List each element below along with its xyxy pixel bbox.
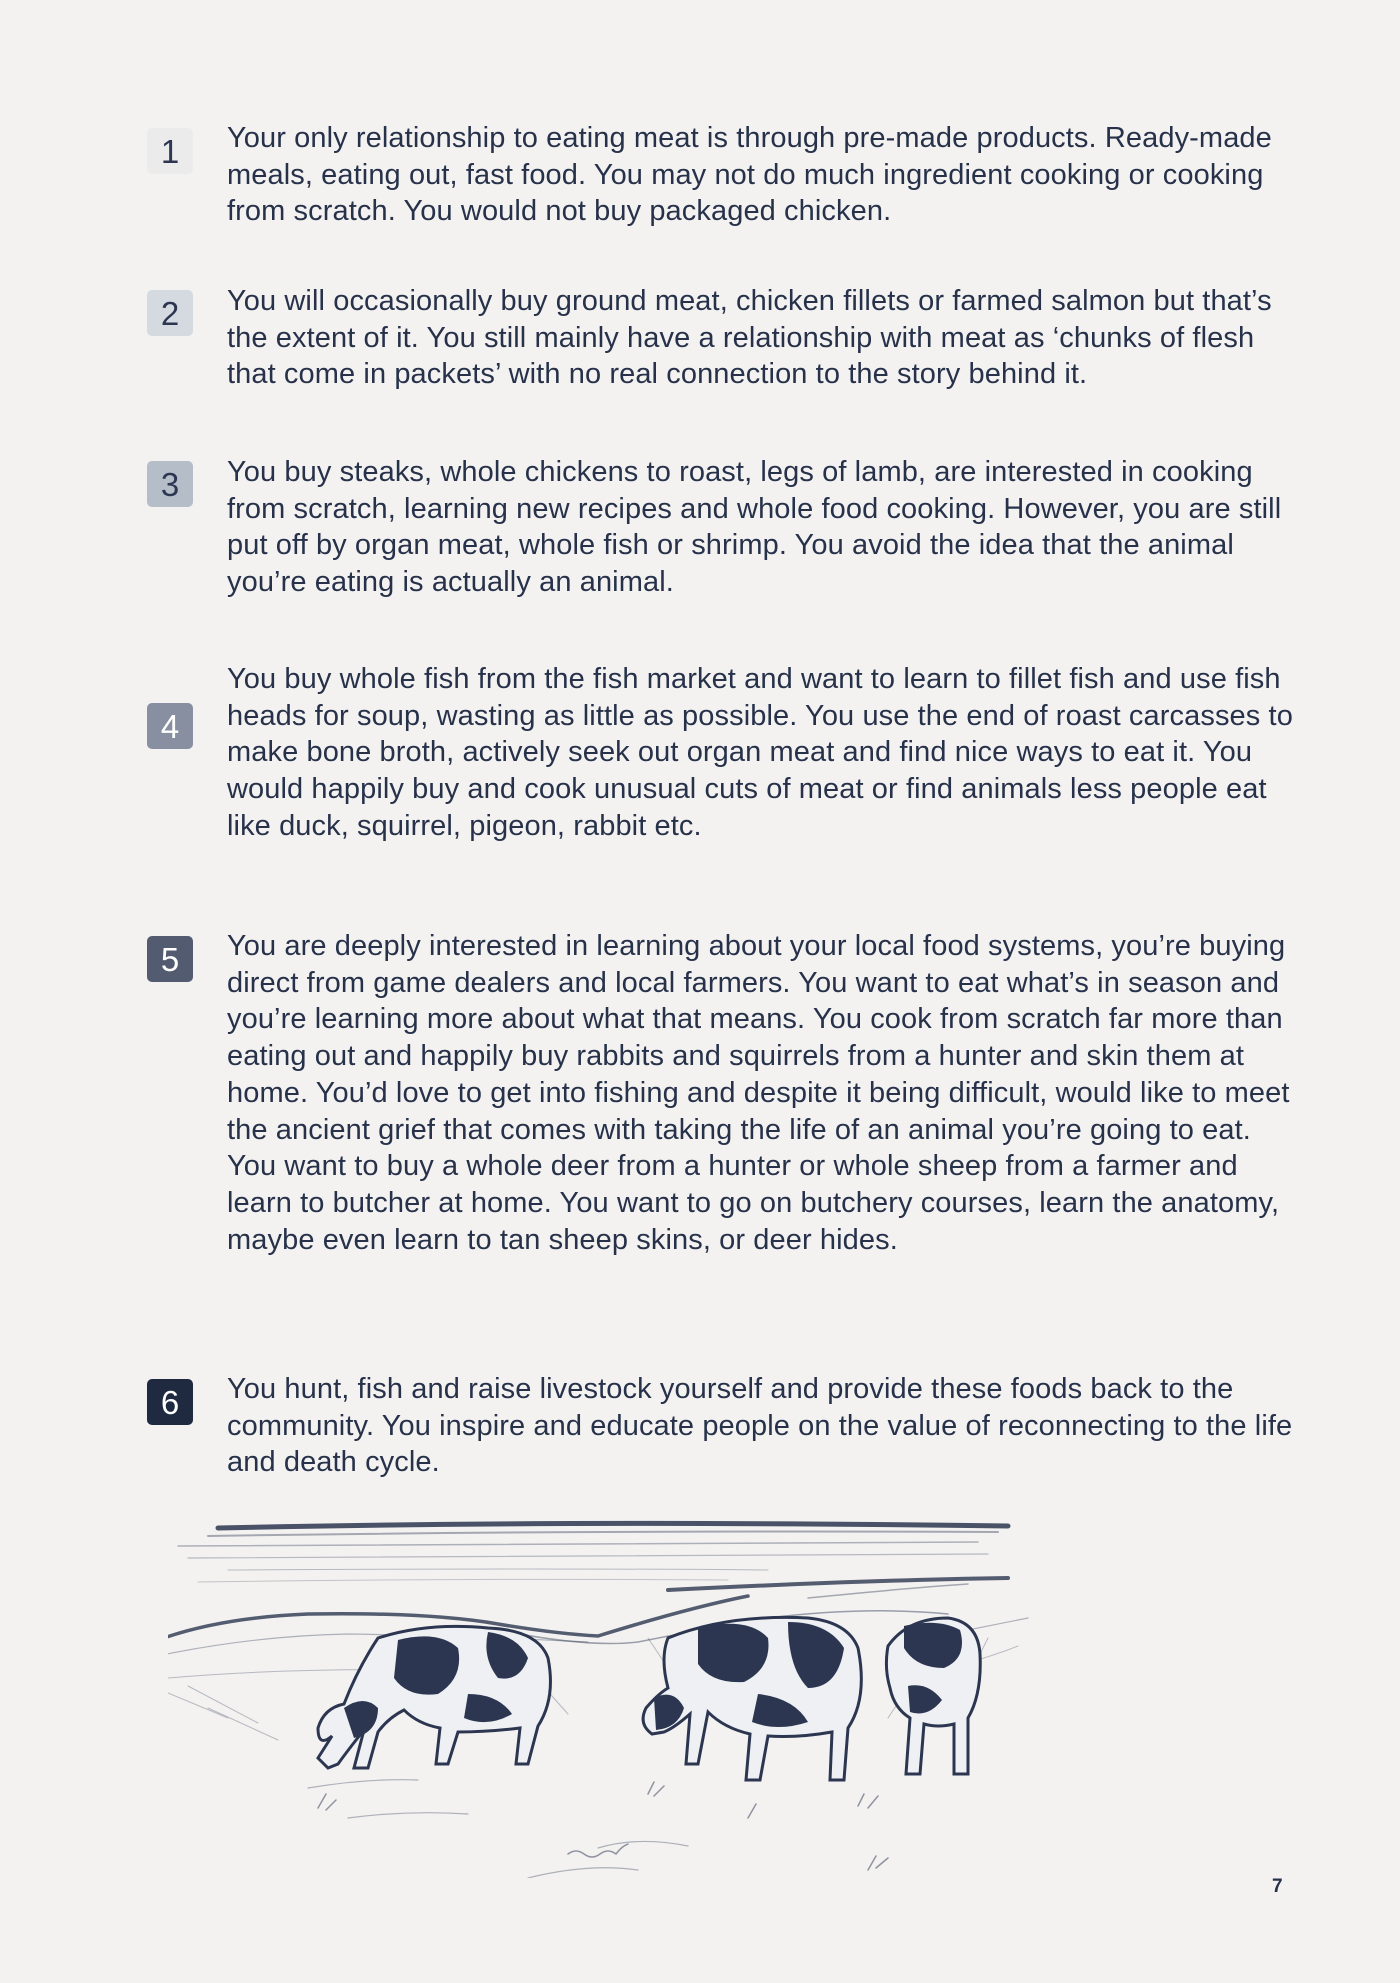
level-4 (147, 663, 1307, 893)
level-badge: 4 (147, 703, 193, 749)
level-badge: 2 (147, 290, 193, 336)
level-description: You are deeply interested in learning about your local food systems, you’re buying direct from game dealers and local farmers. You want to eat what’s in season and you’re learning more about what that means. You cook from scratch far more than eating out and happily buy rabbits and squirrels from a hunter and skin them at home. You’d love to get into fishing and despite it being difficult, would like to meet the ancient grief that comes with taking the life of an animal you’re going to eat. You want to buy a whole deer from a hunter or whole sheep from a farmer and learn to butcher at home. You want to go on butchery courses, learn the anatomy, maybe even learn to tan sheep skins, or deer hides. (227, 930, 1290, 1256)
page-number: 7 (1272, 1876, 1283, 1897)
level-badge: 3 (147, 461, 193, 507)
level-1 (147, 122, 1307, 238)
cow-sketch (886, 1618, 980, 1774)
cow-sketch (643, 1617, 861, 1780)
level-description: You buy whole fish from the fish market and want to learn to fillet fish and use fish heads for soup, wasting as little as possible. You use the end of roast carcasses to make bone broth, actively seek out organ meat and find nice ways to eat it. You would happily buy and cook unusual cuts of meat or find animals less people eat like duck, squirrel, pigeon, rabbit etc. (227, 663, 1293, 842)
level-description: Your only relationship to eating meat is through pre-made products. Ready-made meals, eating out, fast food. You may not do much ingredient cooking or cooking from scratch. You would not buy packaged chicken. (227, 122, 1272, 228)
level-6 (147, 1373, 1307, 1489)
level-5 (147, 930, 1307, 1306)
level-3 (147, 456, 1307, 611)
level-description: You buy steaks, whole chickens to roast, legs of lamb, are interested in cooking from scratch, learning new recipes and whole food cooking. However, you are still put off by organ meat, whole fish or shrimp. You avoid the idea that the animal you’re eating is actually an animal. (227, 456, 1282, 599)
level-badge: 6 (147, 1379, 193, 1425)
level-description: You will occasionally buy ground meat, chicken fillets or farmed salmon but that’s the extent of it. You still mainly have a relationship with meat as ‘chunks of flesh that come in packets’ with no real connection to the story behind it. (227, 285, 1272, 391)
grazing-cows-illustration (168, 1518, 1290, 1878)
level-badge: 5 (147, 936, 193, 982)
level-2 (147, 285, 1307, 400)
level-description: You hunt, fish and raise livestock yourself and provide these foods back to the community. You inspire and educate people on the value of reconnecting to the life and death cycle. (227, 1373, 1293, 1479)
cow-sketch (318, 1626, 550, 1768)
level-badge: 1 (147, 128, 193, 174)
